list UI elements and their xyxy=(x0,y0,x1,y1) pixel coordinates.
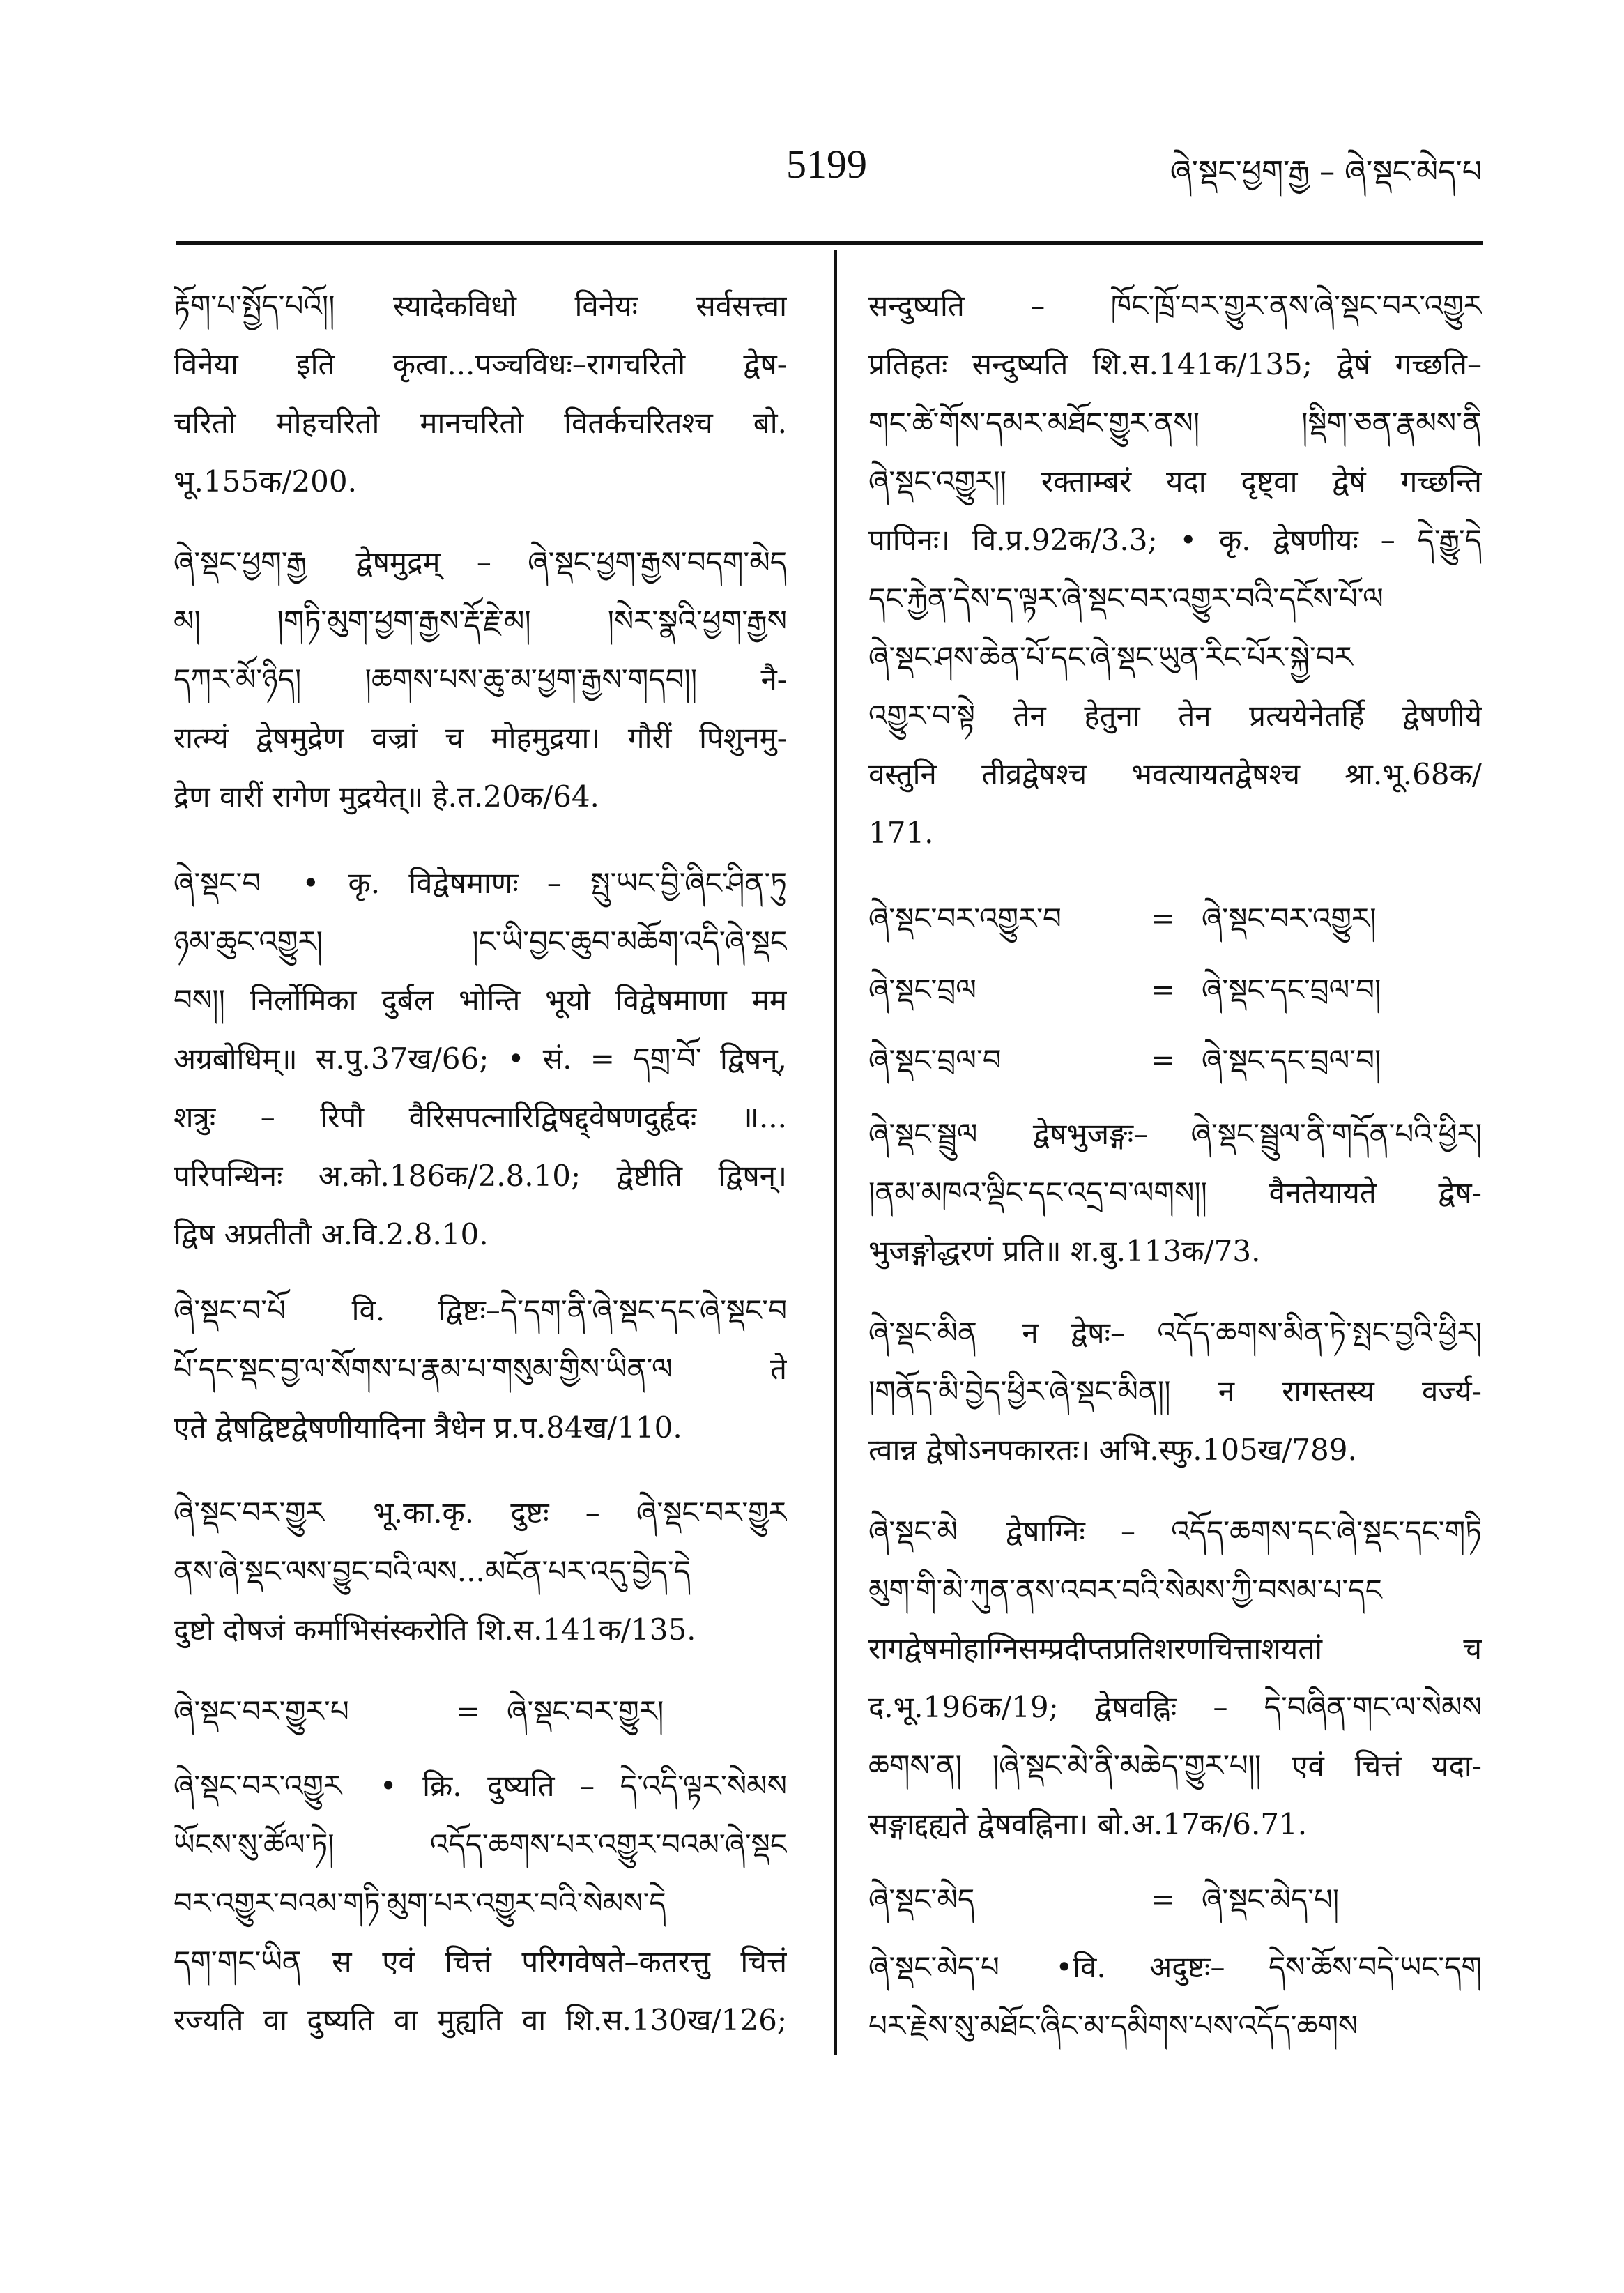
entry-text: द्वेषभुजङ्गः– ཞེ་སྡང་སྦྲུལ་ནི་གདོན་པའི་ཕྱིར། xyxy=(1032,1117,1482,1151)
left-column xyxy=(174,277,787,2050)
cross-reference xyxy=(868,1031,1482,1090)
dictionary-entry xyxy=(868,277,1482,862)
dictionary-entry xyxy=(868,1871,1482,1929)
entry-text: न द्वेषः– འདོད་ཆགས་མིན་ཏེ་སྤང་བྱའི་ཕྱིར། xyxy=(1022,1316,1482,1350)
entry-line xyxy=(174,533,787,592)
entry-line: विनेया इति कृत्वा...पञ्चविधः–रागचरितो द्वेष- xyxy=(174,347,787,381)
entry-line: རྟོག་པ་སྤྱོད་པའོ།། स्यादेकविधो विनेयः सर्वसत्त्वा xyxy=(174,289,787,323)
headword: ཞེ་སྡང་བར་འགྱུར xyxy=(174,1769,342,1803)
entry-line: द.भू.196क/19; द्वेषवह्निः – དེ་བཞིན་གང་ལ་སེམས xyxy=(868,1690,1482,1724)
entry-line: དང་རྐྱེན་དེས་ད་ལྟར་ཞེ་སྡང་བར་འགྱུར་བའི་དངོས་པོ་ལ xyxy=(868,581,1384,616)
entry-line: सङ्गाद्दह्यते द्वेषवह्निना। बो.अ.17क/6.71. xyxy=(868,1807,1308,1841)
entry-line xyxy=(868,1304,1482,1362)
entry-line: མ། །གཏི་མུག་ཕྱག་རྒྱས་རྡོ་རྗེ་མ། །སེར་སྣའི་ཕྱག་རྒྱས xyxy=(174,604,787,638)
entry-line xyxy=(174,854,787,913)
dictionary-entry xyxy=(174,1682,787,1741)
entry-text: भू.का.कृ. दुष्टः – ཞེ་སྡང་བར་གྱུར xyxy=(373,1495,787,1530)
entry-line: དག་གང་ཡིན स एवं चित्तं परिगवेषते–कतरत्तु चित्तं xyxy=(174,1944,787,1979)
cross-reference xyxy=(868,1871,1482,1929)
entry-line: བར་འགྱུར་བའམ་གཏི་མུག་པར་འགྱུར་བའི་སེམས་དེ xyxy=(174,1886,666,1920)
entry-line: ཡོངས་སུ་ཚོལ་ཏེ། འདོད་ཆགས་པར་འགྱུར་བའམ་ཞེ་སྡང xyxy=(174,1827,787,1861)
entry-line: པར་རྗེས་སུ་མཐོང་ཞིང་མ་དམིགས་པས་འདོད་ཆགས xyxy=(868,2009,1358,2043)
entry-line: भू.155क/200. xyxy=(174,464,357,498)
entry-text: • क्रि. दुष्यति – དེ་འདི་ལྟར་སེམས xyxy=(379,1769,787,1803)
dictionary-entry xyxy=(174,277,787,511)
entry-line: पापिनः। वि.प्र.92क/3.3; • कृ. द्वेषणीयः – དེ་རྒྱུ་དེ xyxy=(868,523,1482,557)
headword: ཞེ་སྡང་སྦྲུལ xyxy=(868,1117,978,1151)
entry-line: མུག་གི་མེ་ཀུན་ནས་འབར་བའི་སེམས་ཀྱི་བསམ་པ་དང xyxy=(868,1573,1382,1607)
entry-line: གང་ཚེ་གོས་དམར་མཐོང་གྱུར་ནས། །སྡིག་ཅན་རྣམས་ནི xyxy=(868,406,1482,440)
dictionary-entry xyxy=(868,1502,1482,1854)
dictionary-entry xyxy=(868,1304,1482,1479)
entry-line: अग्रबोधिम्॥ स.पु.37ख/66; • सं. = དགྲ་བོ་ द्विषन्, xyxy=(174,1042,787,1076)
headword: ཞེ་སྡང་མིན xyxy=(868,1316,977,1350)
entry-line: द्रेण वारीं रागेण मुद्रयेत्॥ हे.त.20क/64. xyxy=(174,779,599,814)
entry-line: एते द्वेषद्विष्टद्वेषणीयादिना त्रैधेन प्र.प.84ख/110. xyxy=(174,1410,682,1445)
entry-line: །ནམ་མཁའ་ལྡིང་དང་འདྲ་བ་ལགས།། वैनतेयायते द्वेष- xyxy=(868,1175,1482,1210)
see-target: ཞེ་སྡང་དང་བྲལ་བ། xyxy=(1202,973,1381,1007)
entry-text: •वि. अदुष्टः– དེས་ཆོས་བདེ་ཡང་དག xyxy=(1055,1950,1482,1984)
entry-line xyxy=(174,1484,787,1542)
entry-line xyxy=(174,1757,787,1815)
dictionary-entry xyxy=(868,1938,1482,2055)
entry-line: 171. xyxy=(868,816,934,850)
entry-line: शत्रुः – रिपौ वैरिसपत्नारिद्विषद्द्वेषणदुर्हृदः ॥... xyxy=(174,1100,787,1134)
dictionary-entry xyxy=(174,1757,787,2050)
dictionary-entry xyxy=(174,533,787,826)
entry-line: परिपन्थिनः अ.को.186क/2.8.10; द्वेष्टीति द्विषन्। xyxy=(174,1159,787,1193)
headword: ཞེ་སྡང་བར་གྱུར xyxy=(174,1495,325,1530)
entry-line: भुजङ्गोद्धरणं प्रति॥ श.बु.113क/73. xyxy=(868,1234,1261,1268)
entry-line: रात्म्यं द्वेषमुद्रेण वज्रां च मोहमुद्रया। गौरीं पिशुनमु- xyxy=(174,721,787,755)
column-divider xyxy=(834,250,837,2055)
entry-text: वि. द्विष्टः–དེ་དག་ནི་ཞེ་སྡང་དང་ཞེ་སྡང་བ xyxy=(351,1293,787,1327)
headword: ཞེ་སྡང་མེད་པ xyxy=(868,1950,999,1984)
entry-line: ནས་ཞེ་སྡང་ལས་བྱུང་བའི་ལས...མངོན་པར་འདུ་བྱེད་དེ xyxy=(174,1554,691,1588)
entry-text: द्वेषाग्निः – འདོད་ཆགས་དང་ཞེ་སྡང་དང་གཏི xyxy=(1006,1514,1482,1548)
headword: ཞེ་སྡང་བར་གྱུར་པ xyxy=(174,1694,349,1728)
entry-text: द्वेषमुद्रम् – ཞེ་སྡང་ཕྱག་རྒྱས་བདག་མེད xyxy=(355,545,787,579)
dictionary-entry xyxy=(868,890,1482,948)
see-target: ཞེ་སྡང་མེད་པ། xyxy=(1202,1882,1340,1917)
entry-line: འགྱུར་བ་སྟེ तेन हेतुना तेन प्रत्ययेनेतर्हि द्वेषणीये xyxy=(868,699,1482,733)
entry-line: वस्तुनि तीव्रद्वेषश्च भवत्यायतद्वेषश्च श्रा.भू.68क/ xyxy=(868,757,1482,791)
dictionary-entry xyxy=(174,854,787,1264)
page-number: 5199 xyxy=(786,142,867,187)
entry-line: चरितो मोहचरितो मानचरितो वितर्कचरितश्च बो. xyxy=(174,406,787,440)
entry-line: सन्दुष्यति – ཁོང་ཁྲོ་བར་གྱུར་ནས་ཞེ་སྡང་བར་འགྱུར xyxy=(868,289,1482,323)
running-head: ཞེ་སྡང་ཕྱག་རྒྱ – ཞེ་སྡང་མེད་པ xyxy=(1170,154,1482,190)
entry-line xyxy=(868,1938,1482,1997)
equals-sign: = xyxy=(1151,973,1176,1007)
headword: ཞེ་སྡང་བ་པོ xyxy=(174,1293,286,1327)
headword: ཞེ་སྡང་མེ xyxy=(868,1514,958,1548)
header-rule xyxy=(176,241,1483,245)
entry-line: दुष्टो दोषजं कर्माभिसंस्करोति शि.स.141क/135. xyxy=(174,1613,696,1647)
entry-line: प्रतिहतः सन्दुष्यति शि.स.141क/135; द्वेषं गच्छति– xyxy=(868,347,1482,381)
entry-line: བས།། निर्लोमिका दुर्बल भोन्ति भूयो विद्वेषमाणा मम xyxy=(174,983,787,1017)
entry-text: • कृ. विद्वेषमाणः – སྤུ་ཡང་བྱི་ཞིང་ཤིན་ཏུ xyxy=(302,866,787,900)
entry-line: དཀར་མོ་ཉིད། །ཆགས་པས་ཆུ་མ་ཕྱག་རྒྱས་གདབ།། नै- xyxy=(174,662,787,696)
dictionary-entry xyxy=(868,1031,1482,1090)
see-target: ཞེ་སྡང་དང་བྲལ་བ། xyxy=(1202,1043,1381,1077)
entry-line: ཆགས་ན། །ཞེ་སྡང་མེ་ནི་མཆེད་གྱུར་པ།། एवं चित्तं यदा- xyxy=(868,1749,1482,1783)
entry-line: །གནོད་མི་བྱེད་ཕྱིར་ཞེ་སྡང་མིན།། न रागस्तस्य वर्ज्य- xyxy=(868,1374,1482,1408)
headword: ཞེ་སྡང་བྲལ xyxy=(868,973,976,1007)
entry-line: ཉམ་ཆུང་འགྱུར། །ང་ཡི་བྱང་ཆུབ་མཆོག་འདི་ཞེ་སྡང xyxy=(174,924,787,959)
see-target: ཞེ་སྡང་བར་གྱུར། xyxy=(507,1694,664,1728)
headword: ཞེ་སྡང་བྲལ་བ xyxy=(868,1043,1002,1077)
headword: ཞེ་སྡང་བར་འགྱུར་བ xyxy=(868,901,1062,936)
entry-line: द्विष अप्रतीतौ अ.वि.2.8.10. xyxy=(174,1217,489,1251)
equals-sign: = xyxy=(1151,1043,1176,1077)
cross-reference xyxy=(174,1682,787,1741)
headword: ཞེ་སྡང་མེད xyxy=(868,1882,975,1917)
entry-line xyxy=(174,1281,787,1340)
equals-sign: = xyxy=(456,1694,481,1728)
entry-line: रज्यति वा दुष्यति वा मुह्यति वा शि.स.130ख/126; xyxy=(174,2003,787,2037)
headword: ཞེ་སྡང་ཕྱག་རྒྱ xyxy=(174,545,307,579)
entry-line: པོ་དང་སྡང་བྱ་ལ་སོགས་པ་རྣམ་པ་གསུམ་གྱིས་ཡིན་ལ ते xyxy=(174,1352,787,1386)
entry-line xyxy=(868,1105,1482,1164)
entry-line: ཞེ་སྡང་འགྱུར།། रक्ताम्बरं यदा दृष्ट्वा द्वेषं गच्छन्ति xyxy=(868,464,1482,498)
cross-reference xyxy=(868,961,1482,1019)
dictionary-entry xyxy=(174,1281,787,1457)
dictionary-entry xyxy=(174,1484,787,1659)
entry-line: त्वान्न द्वेषोऽनपकारतः। अभि.स्फु.105ख/789. xyxy=(868,1433,1357,1467)
right-column xyxy=(868,277,1482,2055)
entry-line xyxy=(868,1502,1482,1561)
see-target: ཞེ་སྡང་བར་འགྱུར། xyxy=(1202,901,1377,936)
cross-reference xyxy=(868,890,1482,948)
entry-line: रागद्वेषमोहाग्निसम्प्रदीप्तप्रतिशरणचित्ताशयतां च xyxy=(868,1631,1482,1666)
dictionary-entry xyxy=(868,1105,1482,1281)
headword: ཞེ་སྡང་བ xyxy=(174,866,261,900)
dictionary-entry xyxy=(868,961,1482,1019)
entry-line: ཞེ་སྡང་ཤས་ཆེན་པོ་དང་ཞེ་སྡང་ཡུན་རིང་པོར་སྐྱེ་བར xyxy=(868,640,1353,674)
equals-sign: = xyxy=(1151,1882,1176,1917)
equals-sign: = xyxy=(1151,901,1176,936)
